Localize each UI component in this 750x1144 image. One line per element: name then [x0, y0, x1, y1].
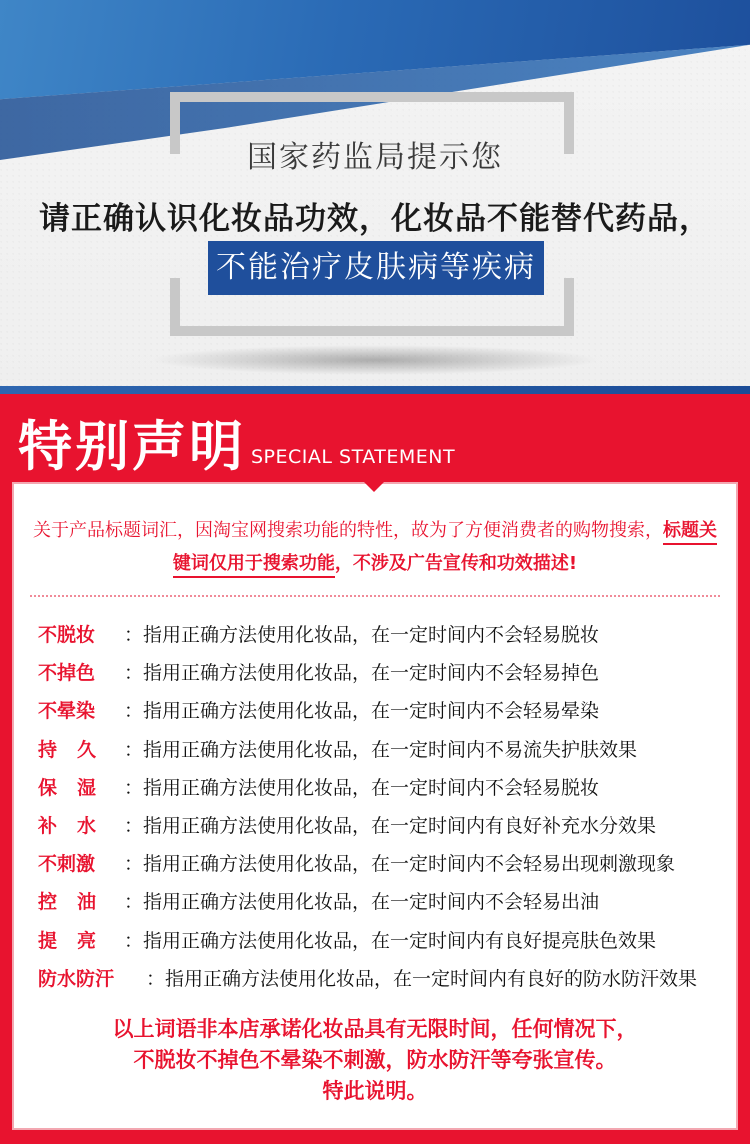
term-label: 防水防汗: [38, 967, 115, 990]
term-desc: 指用正确方法使用化妆品，在一定时间内不会轻易脱妆: [143, 624, 600, 646]
notice-section: [0, 0, 750, 390]
term-label: 不脱妆: [38, 624, 96, 646]
term-separator: ：: [146, 967, 166, 990]
term-label: 不掉色: [38, 662, 96, 685]
term-row: [38, 692, 728, 730]
term-row: [38, 769, 728, 807]
term-row: [38, 845, 728, 883]
panel-notch-arrow: [362, 480, 386, 492]
statement-section: [0, 394, 750, 1144]
term-label: 控油: [38, 891, 117, 914]
statement-subtitle: SPECIAL STATEMENT: [251, 446, 456, 468]
term-row: [38, 883, 728, 921]
statement-intro: [32, 514, 718, 580]
term-desc: 指用正确方法使用化妆品，在一定时间内不易流失护肤效果: [143, 738, 638, 761]
dotted-divider: [30, 595, 720, 597]
statement-title: 特别声明: [18, 415, 246, 478]
term-separator: ：: [124, 624, 144, 646]
notice-main-text: 请正确认识化妆品功效，化妆品不能替代药品，: [39, 201, 711, 237]
frame-shadow: [150, 345, 600, 375]
term-row: [38, 616, 728, 654]
section-divider: [0, 386, 750, 394]
term-label: 补水: [38, 814, 117, 837]
term-desc: 指用正确方法使用化妆品，在一定时间内有良好提亮肤色效果: [143, 929, 657, 952]
term-separator: ：: [124, 891, 144, 914]
term-label: 保湿: [38, 776, 117, 799]
term-row: [38, 654, 728, 692]
term-separator: ：: [124, 776, 144, 799]
term-separator: ：: [124, 853, 144, 876]
term-label: 不晕染: [38, 700, 96, 723]
term-desc: 指用正确方法使用化妆品，在一定时间内不会轻易掉色: [143, 662, 600, 685]
term-row: [38, 922, 728, 960]
term-desc: 指用正确方法使用化妆品，在一定时间内有良好补充水分效果: [143, 814, 657, 837]
notice-heading: 国家药监局提示您: [247, 140, 503, 175]
term-separator: ：: [124, 662, 144, 685]
term-desc: 指用正确方法使用化妆品，在一定时间内有良好的防水防汗效果: [165, 967, 698, 990]
term-separator: ：: [124, 738, 144, 761]
term-row: [38, 807, 728, 845]
notice-highlight-box: 不能治疗皮肤病等疾病: [208, 241, 544, 295]
intro-emphasis: 标题关键词仅用于搜索功能: [173, 520, 717, 578]
term-separator: ：: [124, 929, 144, 952]
closing-statement: [0, 1014, 750, 1107]
term-label: 不刺激: [38, 853, 96, 876]
closing-line: 不脱妆不掉色不晕染不刺激，防水防汗等夸张宣传。: [133, 1048, 617, 1072]
intro-text-start: 关于产品标题词汇，因淘宝网搜索功能的特性，故为了方便消费者的购物搜索，: [33, 520, 663, 541]
term-label: 持久: [38, 738, 117, 761]
term-desc: 指用正确方法使用化妆品，在一定时间内不会轻易出现刺激现象: [143, 853, 676, 876]
intro-text-end: ，不涉及广告宣传和功效描述!: [334, 553, 578, 574]
term-desc: 指用正确方法使用化妆品，在一定时间内不会轻易脱妆: [143, 776, 600, 799]
term-separator: ：: [124, 700, 144, 723]
term-separator: ：: [124, 814, 144, 837]
terms-list: [38, 616, 728, 998]
term-row: [38, 731, 728, 769]
closing-line: 特此说明。: [322, 1079, 428, 1103]
term-label: 提亮: [38, 929, 117, 952]
term-desc: 指用正确方法使用化妆品，在一定时间内不会轻易晕染: [143, 700, 600, 723]
term-row: [38, 960, 728, 998]
term-desc: 指用正确方法使用化妆品，在一定时间内不会轻易出油: [143, 891, 600, 914]
closing-line: 以上词语非本店承诺化妆品具有无限时间，任何情况下，: [112, 1017, 638, 1041]
